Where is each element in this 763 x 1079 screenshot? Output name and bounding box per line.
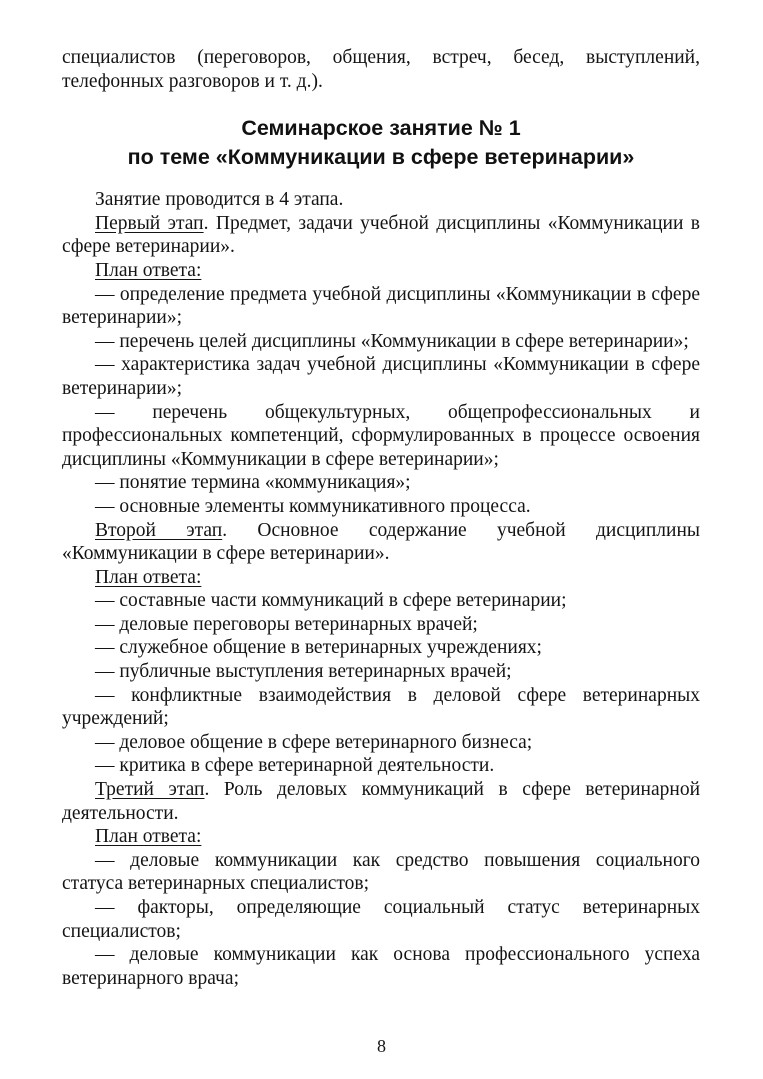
- intro-paragraph: специалистов (переговоров, общения, встреч, бесед, выступлений, телефонных разговоров и т. д.).: [62, 47, 700, 92]
- stage-label: План ответа:: [95, 259, 202, 281]
- page-number: 8: [377, 1036, 386, 1056]
- stage-paragraph: Третий этап. Роль деловых коммуникаций в сфере ветеринарной деятельности.: [62, 779, 701, 824]
- paragraph: — характеристика задач учебной дисциплины «Коммуникации в сфере ветеринарии»;: [62, 354, 700, 399]
- section-heading-line1: Семинарское занятие № 1: [241, 116, 521, 141]
- stage-paragraph: Первый этап. Предмет, задачи учебной дисциплины «Коммуникации в сфере ветеринарии».: [62, 212, 700, 258]
- paragraph: — понятие термина «коммуникация»;: [95, 472, 411, 494]
- paragraph: — определение предмета учебной дисциплины «Коммуникации в сфере ветеринарии»;: [62, 283, 700, 329]
- paragraph: — перечень целей дисциплины «Коммуникации в сфере ветеринарии»;: [95, 330, 689, 352]
- stage-paragraph: [62, 566, 700, 590]
- paragraph: — деловое общение в сфере ветеринарного бизнеса;: [95, 731, 533, 753]
- paragraph: — перечень общекультурных, общепрофессиональных и профессиональных компетенций, сформулированных в процессе освоения дисциплины «Коммуникации в сфере ветеринарии»;: [62, 401, 700, 470]
- paragraph: — деловые переговоры ветеринарных врачей;: [95, 613, 478, 635]
- paragraph: — служебное общение в ветеринарных учреждениях;: [95, 637, 542, 659]
- stage-label: Третий этап: [95, 779, 205, 801]
- paragraph: — конфликтные взаимодействия в деловой сфере ветеринарных учреждений;: [62, 684, 700, 730]
- paragraph: — критика в сфере ветеринарной деятельности.: [95, 755, 495, 777]
- intro-block: [62, 46, 700, 93]
- stage-label: План ответа:: [95, 566, 202, 588]
- stage-paragraph: Второй этап. Основное содержание учебной дисциплины «Коммуникации в сфере ветеринарии».: [62, 519, 700, 565]
- stage-label: План ответа:: [95, 826, 202, 848]
- text-block: [62, 46, 700, 990]
- body-text: [62, 188, 700, 990]
- stage-paragraph: [62, 825, 700, 849]
- stage-paragraph: [62, 259, 700, 283]
- paragraph: — деловые коммуникации как основа профессионального успеха ветеринарного врача;: [62, 944, 700, 989]
- paragraph: — основные элементы коммуникативного процесса.: [95, 495, 531, 517]
- stage-label: Первый этап: [95, 212, 204, 234]
- section-heading-line2: по теме «Коммуникации в сфере ветеринарии»: [127, 145, 635, 170]
- paragraph: — публичные выступления ветеринарных врачей;: [95, 661, 512, 683]
- paragraph: Занятие проводится в 4 этапа.: [95, 189, 344, 211]
- paragraph: — составные части коммуникаций в сфере ветеринарии;: [95, 590, 567, 612]
- section-heading: [62, 114, 700, 172]
- paragraph: — деловые коммуникации как средство повышения социального статуса ветеринарных специалистов;: [62, 849, 700, 895]
- paragraph: — факторы, определяющие социальный статус ветеринарных специалистов;: [62, 897, 700, 942]
- stage-label: Второй этап: [95, 519, 223, 541]
